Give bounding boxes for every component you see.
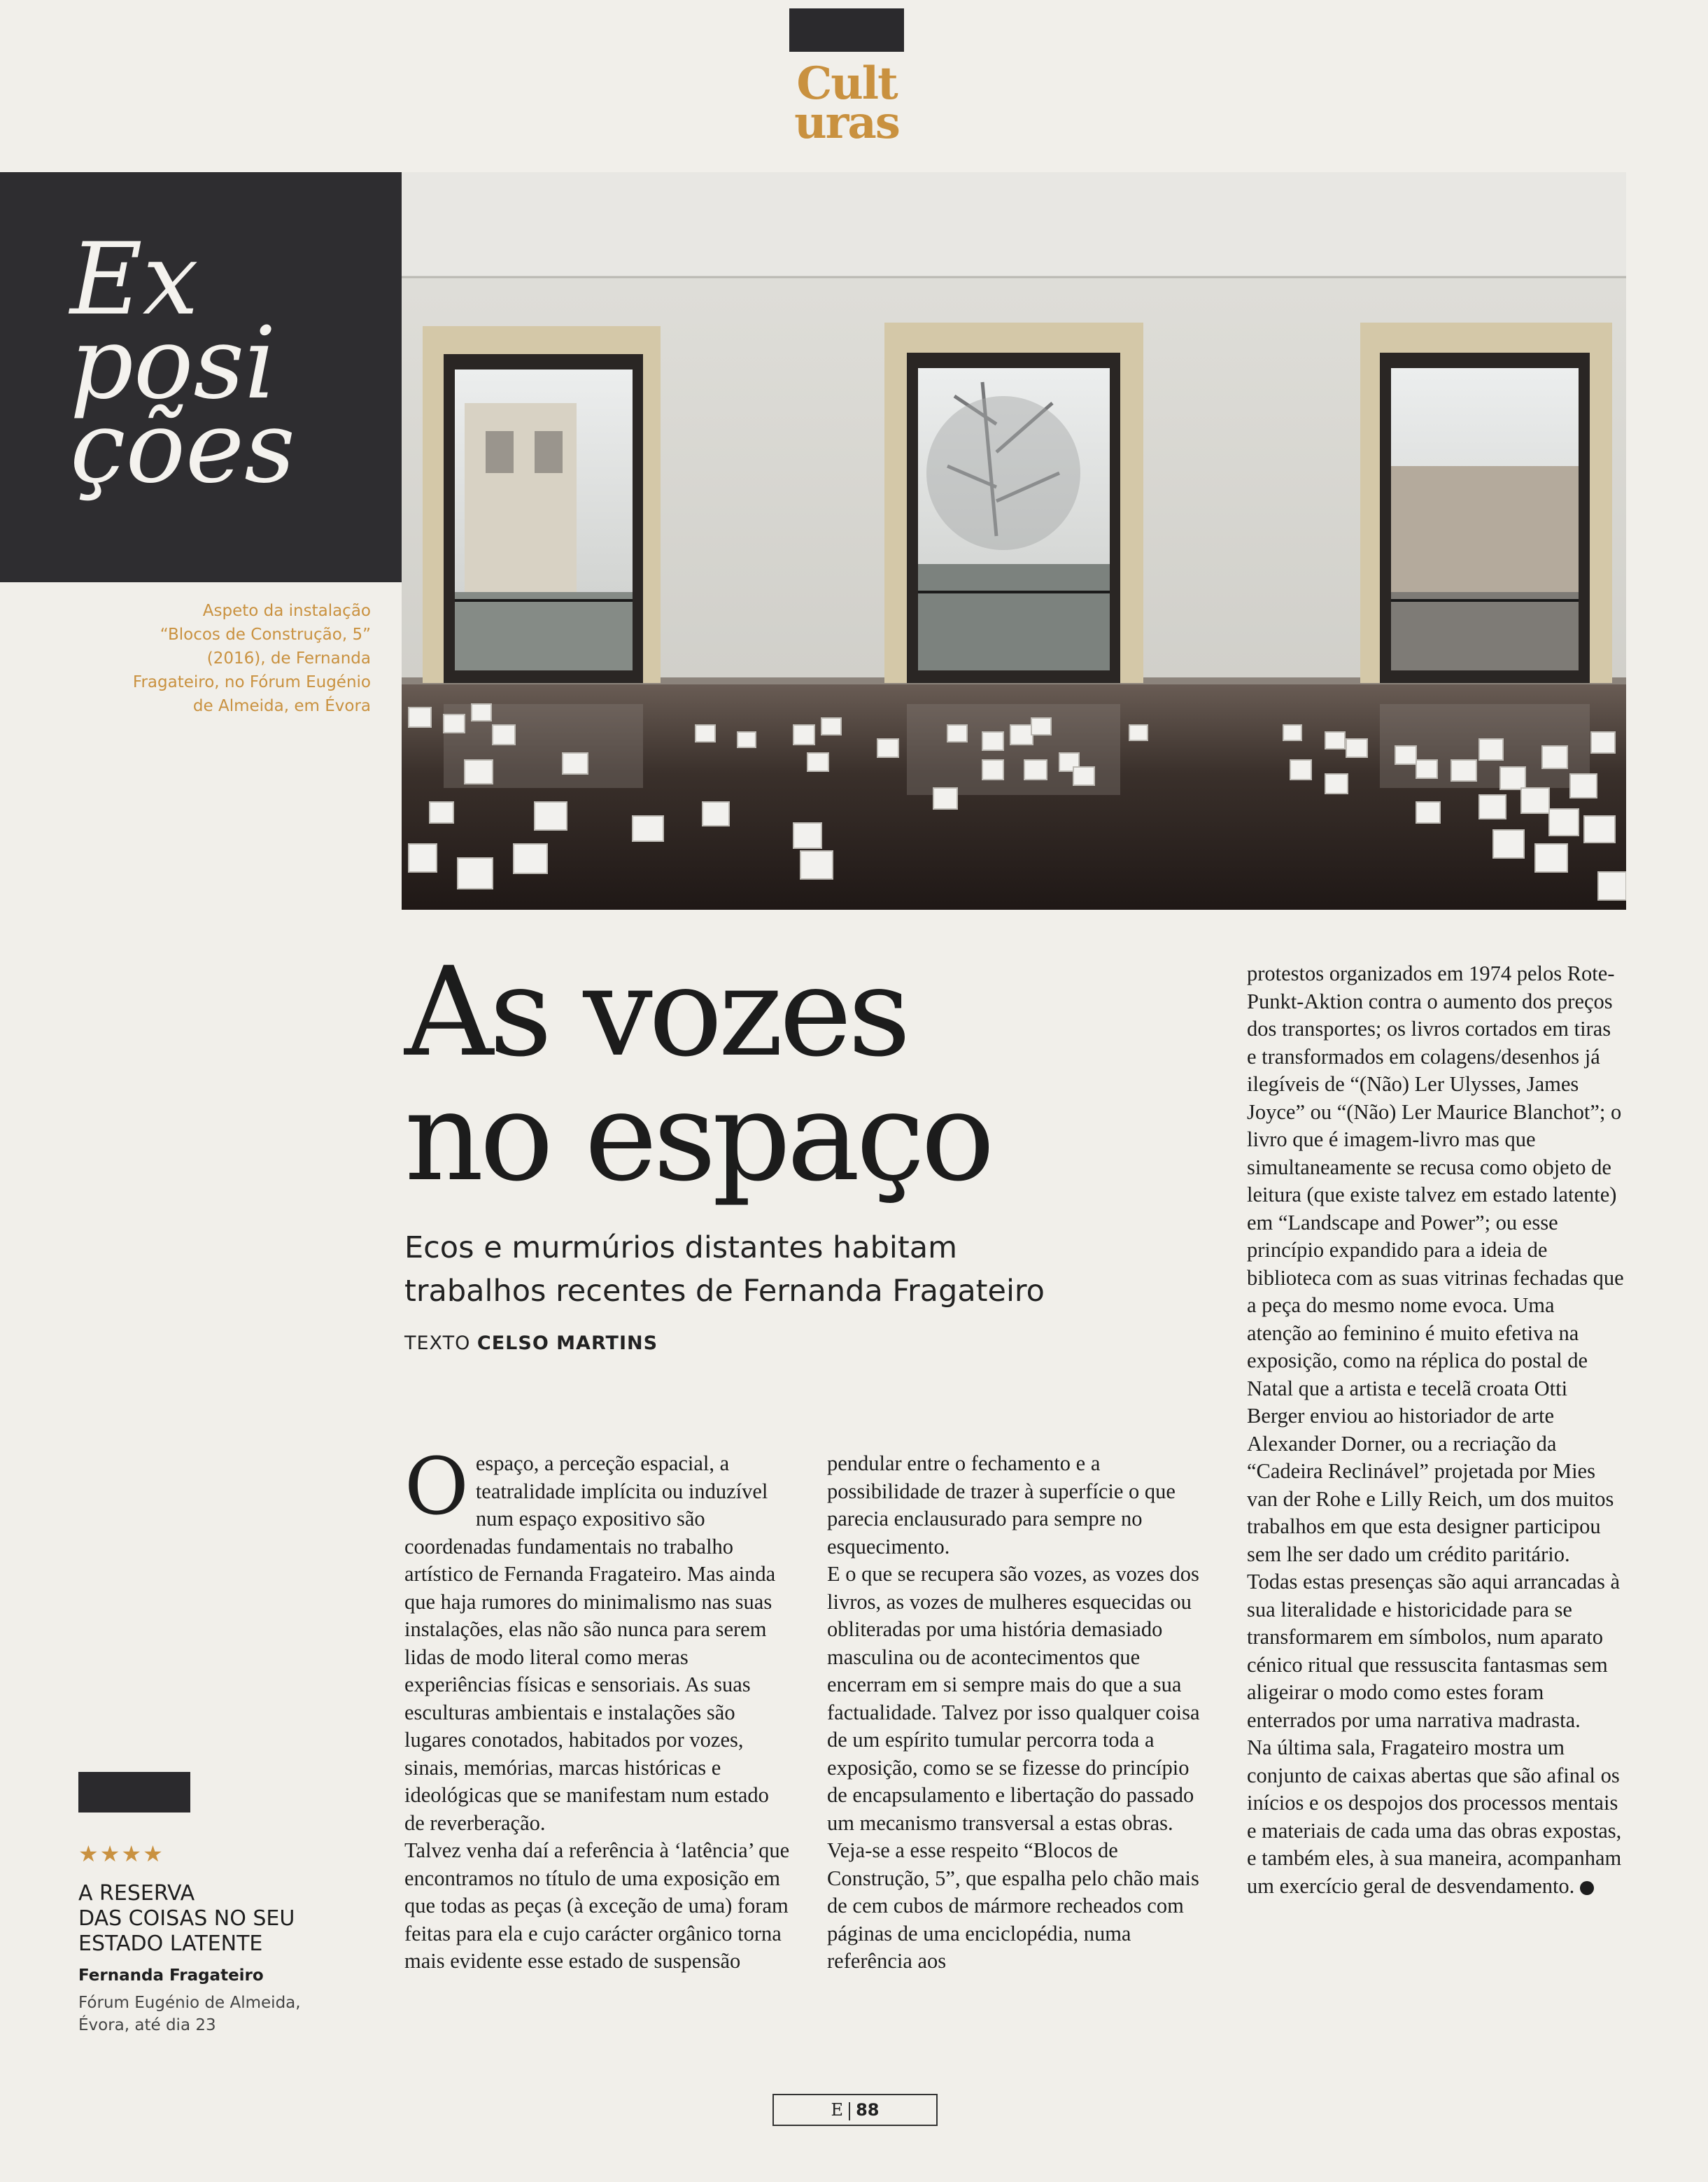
installation-photo: [402, 172, 1626, 910]
article-column-3: [1247, 960, 1625, 1900]
review-marker-bar: [78, 1772, 190, 1813]
standfirst: Ecos e murmúrios distantes habitam trabalhos recentes de Fernanda Fragateiro: [404, 1230, 1045, 1309]
photo-caption: Aspeto da instalação “Blocos de Construção, 5” (2016), de Fernanda Fragateiro, no Fórum Eugénio de Almeida, em Évora: [132, 602, 371, 715]
article-paragraph: Talvez venha daí a referência à ‘latência’ que encontramos no título de uma exposição em que todas as peças (à exceção de uma) foram feitas para ela e cujo carácter orgânico torna mais evidente esse estado de suspensão: [404, 1838, 790, 1973]
category-tag-line-3: ções: [70, 390, 295, 505]
article-paragraph: pendular entre o fechamento e a possibilidade de trazer à superfície o que parecia enclausurado para sempre no esquecimento.: [827, 1451, 1176, 1558]
review-exhibition-title: A RESERVA DAS COISAS NO SEU ESTADO LATENTE: [78, 1881, 295, 1956]
article-paragraph: protestos organizados em 1974 pelos Rote-Punkt-Aktion contra o aumento dos preços dos transportes; os livros cortados em tiras e transformados em colagens/desenhos já ilegíveis de “(Não) Ler Ulysses, James Joyce” ou “(Não) Ler Maurice Blanchot”; o livro que é imagem-livro mas que simultaneamente se recusa como objeto de leitura (que existe talvez em estado latente) em “Landscape and Power”; ou esse princípio expandido para a ideia de biblioteca com as suas vitrinas fechadas que a peça do mesmo nome evoca. Uma atenção ao feminino é muito efetiva na exposição, como na réplica do postal de Natal que a artista e tecelã croata Otti Berger enviou ao historiador de arte Alexander Dorner, ou a recriação da “Cadeira Reclinável” projetada por Mies van der Rohe e Lilly Reich, um dos muitos trabalhos em que esta designer participou sem lhe ser dado um crédito paritário.: [1247, 962, 1624, 1566]
review-artist: Fernanda Fragateiro: [78, 1966, 264, 1985]
article-paragraph: Todas estas presenças são aqui arrancadas à sua literalidade e historicidade para se transformarem em símbolos, num aparato cénico ritual que ressuscita fantasmas sem aligeirar o modo como estes foram enterrados por uma narrativa madrasta.: [1247, 1570, 1621, 1732]
article-paragraph: Na última sala, Fragateiro mostra um conjunto de caixas abertas que são afinal os inícios e os despojos dos processos mentais e materiais de cada uma das obras expostas, e também eles, à sua maneira, acompanham um exercício geral de desvendamento.: [1247, 1736, 1622, 1898]
rating-stars: ★★★★: [78, 1840, 164, 1867]
folio-letter: E: [831, 2100, 844, 2120]
byline-author: CELSO MARTINS: [477, 1332, 658, 1354]
page-folio: [772, 2094, 938, 2126]
page-number: 88: [856, 2100, 880, 2120]
section-title: Cult uras: [794, 57, 899, 149]
end-mark-icon: [1580, 1881, 1594, 1895]
article-paragraph: espaço, a perceção espacial, a teatralidade implícita ou induzível num espaço expositivo são coordenadas fundamentais no trabalho artístico de Fernanda Fragateiro. Mas ainda que haja rumores do minimalismo nas suas instalações, elas não são nunca para serem lidas de modo literal como meras experiências físicas e sensoriais. As suas esculturas ambientais e instalações são lugares conotados, habitados por vozes, sinais, memórias, marcas históricas e ideológicas que se manifestam num estado de reverberação.: [404, 1451, 776, 1835]
article-paragraph: E o que se recupera são vozes, as vozes dos livros, as vozes de mulheres esquecidas ou obliteradas por uma história demasiado masculina ou de acontecimentos que encerram em si sempre mais do que a sua factualidade. Talvez por isso qualquer coisa de um espírito tumular percorra toda a exposição, como se se fizesse do princípio de encapsulamento e libertação do passado um mecanismo transversal a estas obras.: [827, 1562, 1200, 1835]
dropcap: O: [404, 1442, 469, 1533]
section-marker-bar: [789, 8, 904, 52]
byline-prefix: TEXTO: [404, 1332, 471, 1354]
article-paragraph: Veja-se a esse respeito “Blocos de Construção, 5”, que espalha pelo chão mais de cem cubos de mármore recheados com páginas de uma enciclopédia, numa referência aos: [827, 1838, 1199, 1973]
category-tag-line-2: posi: [70, 306, 276, 421]
review-venue: Fórum Eugénio de Almeida, Évora, até dia 23: [78, 1994, 301, 2034]
article-column-2: [827, 1450, 1205, 1976]
headline: As vozes no espaço: [404, 941, 991, 1209]
category-tag-line-1: Ex: [70, 222, 199, 337]
byline: [404, 1332, 658, 1354]
article-column-1: [404, 1442, 791, 1976]
